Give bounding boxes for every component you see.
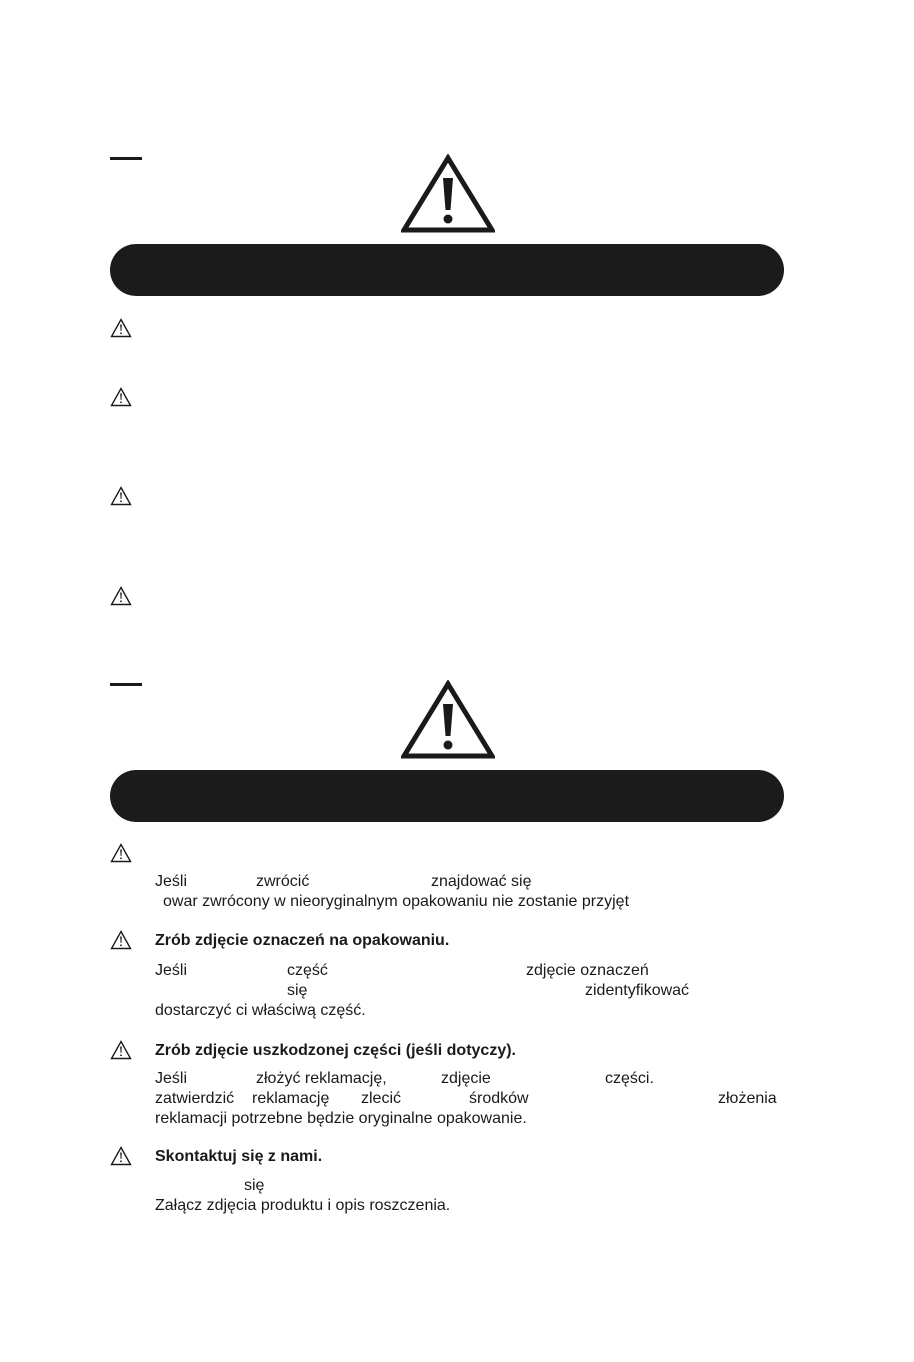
warning-icon-large xyxy=(401,680,495,760)
warning-icon xyxy=(110,930,132,950)
item-3-text: zatwierdzić xyxy=(155,1090,235,1107)
item-4-text: się xyxy=(244,1177,265,1194)
section-2-marker-rule xyxy=(110,683,142,686)
item-4-text: Załącz zdjęcia produktu i opis roszczenia. xyxy=(155,1197,451,1214)
item-3-text: złożyć reklamację, xyxy=(256,1070,387,1087)
item-3-title: Zrób zdjęcie uszkodzonej części (jeśli dotyczy). xyxy=(155,1042,516,1059)
item-2-text: się xyxy=(287,982,308,999)
warning-icon xyxy=(110,387,132,407)
item-2-title: Zrób zdjęcie oznaczeń na opakowaniu. xyxy=(155,932,450,949)
item-3-text: części. xyxy=(605,1070,654,1087)
item-2-text: Jeśli xyxy=(155,962,188,979)
item-2-text: zdjęcie oznaczeń xyxy=(526,962,649,979)
item-2-text: dostarczyć ci właściwą część. xyxy=(155,1002,366,1019)
item-3-text: zdjęcie xyxy=(441,1070,491,1087)
item-3-text: zlecić xyxy=(361,1090,402,1107)
section-1-marker-rule xyxy=(110,157,142,160)
item-4-title: Skontaktuj się z nami. xyxy=(155,1148,323,1165)
section-1-header-bar xyxy=(110,244,784,296)
warning-icon xyxy=(110,843,132,863)
warning-icon xyxy=(110,318,132,338)
item-3-text: reklamację xyxy=(252,1090,330,1107)
item-2-text: część xyxy=(287,962,328,979)
item-1-text: Jeśli xyxy=(155,873,188,890)
warning-icon xyxy=(110,586,132,606)
warning-icon xyxy=(110,1146,132,1166)
item-1-text: znajdować się xyxy=(431,873,532,890)
item-3-text: środków xyxy=(469,1090,529,1107)
item-2-text: zidentyfikować xyxy=(585,982,690,999)
item-1-text: owar zwrócony w nieoryginalnym opakowaniu nie zostanie przyjęt xyxy=(163,893,630,910)
item-3-text: Jeśli xyxy=(155,1070,188,1087)
warning-icon xyxy=(110,1040,132,1060)
warning-icon xyxy=(110,486,132,506)
section-2-header-bar xyxy=(110,770,784,822)
warning-icon-large xyxy=(401,154,495,234)
item-3-text: reklamacji potrzebne będzie oryginalne opakowanie. xyxy=(155,1110,527,1127)
item-3-text: złożenia xyxy=(718,1090,777,1107)
item-1-text: zwrócić xyxy=(256,873,310,890)
